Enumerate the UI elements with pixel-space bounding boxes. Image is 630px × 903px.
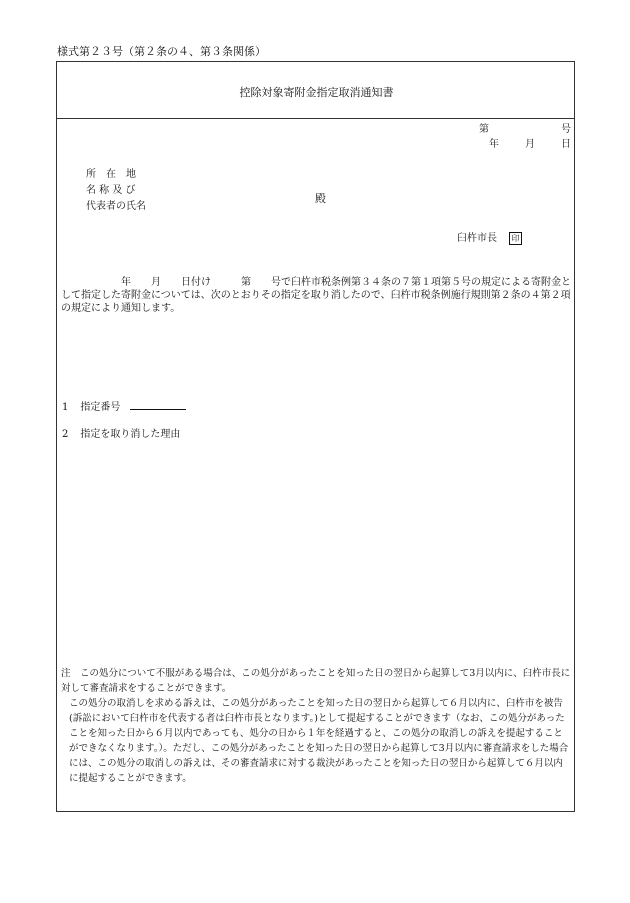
item-1-label: 指定番号 <box>80 402 121 413</box>
recipient-label-address: 所 在 地 <box>86 169 136 180</box>
number-prefix: 第 <box>479 124 489 135</box>
title-divider <box>57 118 574 119</box>
issuer-name: 臼杵市長 <box>457 233 497 244</box>
document-frame <box>56 61 575 812</box>
recipient-honorific: 殿 <box>315 192 326 205</box>
recipient-label-representative: 代表者の氏名 <box>86 201 146 212</box>
date-year: 年 <box>489 139 499 150</box>
designation-number-blank <box>130 399 186 410</box>
document-title: 控除対象寄附金指定取消通知書 <box>239 86 394 99</box>
number-suffix: 号 <box>561 124 571 135</box>
item-2 <box>62 429 180 441</box>
item-1 <box>62 399 186 414</box>
date-month: 月 <box>525 139 535 150</box>
body-text-block <box>61 276 571 315</box>
form-number-label: 様式第２３号（第２条の４、第３条関係） <box>57 45 266 58</box>
item-2-number: 2 <box>62 429 69 440</box>
issuer-block <box>457 232 522 245</box>
item-2-label: 指定を取り消した理由 <box>80 429 181 440</box>
appeal-notice <box>61 666 571 786</box>
appeal-notice-lead: 注 この処分について不服がある場合は、この処分があったことを知った日の翌日から起算して3月以内に、臼杵市長に対して審査請求をすることができます。 <box>61 668 571 694</box>
body-text: 年 月 日付け 第 号で臼杵市税条例第３４条の７第１項第５号の規定による寄附金として指定した寄附金については、次のとおりその指定を取り消したので、臼杵市税条例施行規則第２条の４第２項の規定により通知します。 <box>61 277 571 314</box>
recipient-label-name: 名 称 及 び <box>86 185 136 196</box>
appeal-notice-para2: この処分の取消しを求める訴えは、この処分があったことを知った日の翌日から起算して６月以内に、臼杵市を被告(訴訟において臼杵市を代表する者は臼杵市長となります。)として提起することができます（なお、この処分があったことを知った日から６月以内であっても、処分の日から１年を経過すると、この処分の取消しの訴えを提起することができなくなります。）。ただし、この処分があったことを知った日の翌日から起算して3月以内に審査請求をした場合には、この処分の取消しの訴えは、その審査請求に対する裁決があったことを知った日の翌日から起算して６月以内に提起することができます。 <box>69 698 569 784</box>
item-1-number: 1 <box>62 402 69 413</box>
date-day: 日 <box>561 139 571 150</box>
body-lead-blank <box>61 277 121 288</box>
seal-mark: 印 <box>509 232 522 245</box>
